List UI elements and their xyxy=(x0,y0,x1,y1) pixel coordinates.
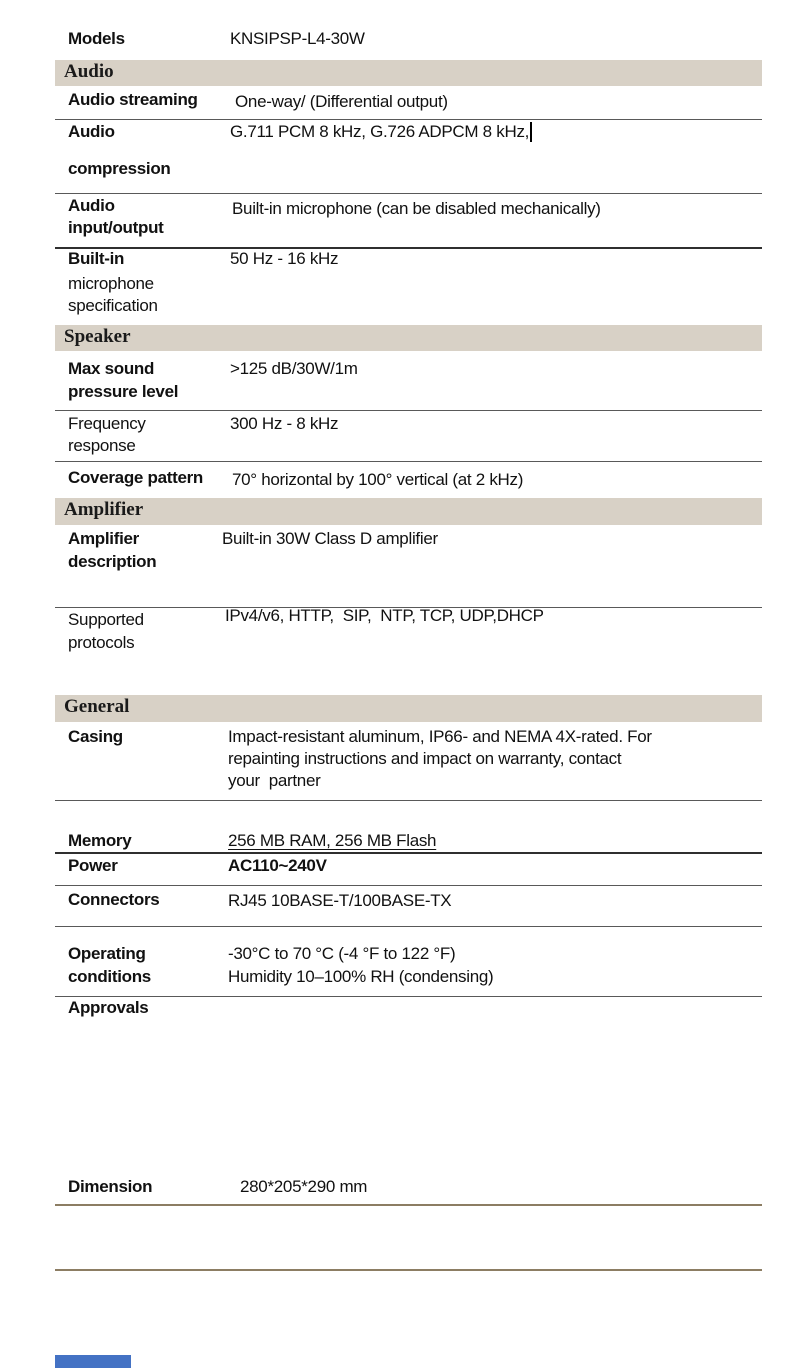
approvals-label: Approvals xyxy=(68,998,149,1017)
row-separator xyxy=(55,247,762,249)
operating-label-line1: Operating xyxy=(68,944,146,963)
row-separator xyxy=(55,926,762,927)
connectors-label: Connectors xyxy=(68,890,160,909)
coverage-value: 70° horizontal by 100° vertical (at 2 kHz) xyxy=(232,470,524,489)
power-value: AC110~240V xyxy=(228,856,327,875)
casing-value-line2: repainting instructions and impact on warranty, contact xyxy=(228,749,622,768)
dimension-value: 280*205*290 mm xyxy=(240,1177,368,1196)
dimension-label: Dimension xyxy=(68,1177,153,1196)
audio-io-label-line1: Audio xyxy=(68,196,115,215)
casing-value-line1: Impact-resistant aluminum, IP66- and NEMA 4X-rated. For xyxy=(228,727,652,746)
max-sound-label-line1: Max sound xyxy=(68,359,155,378)
section-header-audio xyxy=(55,60,762,86)
builtin-mic-label-line1: Built-in xyxy=(68,249,125,268)
audio-compression-label-line2: compression xyxy=(68,159,171,178)
amp-desc-label-line1: Amplifier xyxy=(68,529,139,548)
protocols-label-line1: Supported xyxy=(68,610,144,629)
row-separator xyxy=(55,193,762,194)
amp-desc-value: Built-in 30W Class D amplifier xyxy=(222,529,438,548)
section-header-amplifier xyxy=(55,498,762,525)
section-header-speaker-title: Speaker xyxy=(64,326,131,347)
section-header-general-title: General xyxy=(64,696,130,717)
partial-blue-table-cell xyxy=(55,1355,131,1368)
frequency-label-line1: Frequency xyxy=(68,414,146,433)
protocols-value: IPv4/v6, HTTP, SIP, NTP, TCP, UDP,DHCP xyxy=(225,606,544,625)
audio-io-label-line2: input/output xyxy=(68,218,164,237)
row-separator xyxy=(55,119,762,120)
casing-label: Casing xyxy=(68,727,123,746)
section-header-amplifier-title: Amplifier xyxy=(64,499,144,520)
audio-compression-value: G.711 PCM 8 kHz, G.726 ADPCM 8 kHz, xyxy=(230,122,530,141)
builtin-mic-value: 50 Hz - 16 kHz xyxy=(230,249,339,268)
frequency-label-line2: response xyxy=(68,436,136,455)
models-value: KNSIPSP-L4-30W xyxy=(230,29,365,48)
builtin-mic-label-line3: specification xyxy=(68,296,158,315)
bottom-rule xyxy=(55,1269,762,1271)
coverage-label: Coverage pattern xyxy=(68,468,204,487)
audio-compression-label-line1: Audio xyxy=(68,122,115,141)
models-label: Models xyxy=(68,29,125,48)
max-sound-label-line2: pressure level xyxy=(68,382,179,401)
audio-compression-value-row xyxy=(230,122,532,142)
audio-streaming-label: Audio streaming xyxy=(68,90,198,109)
power-label: Power xyxy=(68,856,118,875)
row-separator xyxy=(55,410,762,411)
row-separator xyxy=(55,885,762,886)
operating-value-line1: -30°C to 70 °C (-4 °F to 122 °F) xyxy=(228,944,456,963)
text-cursor-icon xyxy=(530,122,532,142)
audio-io-value: Built-in microphone (can be disabled mechanically) xyxy=(232,199,601,218)
section-header-general xyxy=(55,695,762,722)
section-header-speaker xyxy=(55,325,762,351)
memory-label: Memory xyxy=(68,831,132,850)
row-separator xyxy=(55,852,762,854)
memory-value: 256 MB RAM, 256 MB Flash xyxy=(228,831,437,850)
row-separator xyxy=(55,800,762,801)
builtin-mic-label-line2: microphone xyxy=(68,274,154,293)
row-separator xyxy=(55,461,762,462)
amp-desc-label-line2: description xyxy=(68,552,157,571)
max-sound-value: >125 dB/30W/1m xyxy=(230,359,358,378)
operating-value-line2: Humidity 10–100% RH (condensing) xyxy=(228,967,494,986)
row-separator-tan xyxy=(55,1204,762,1206)
audio-streaming-value: One-way/ (Differential output) xyxy=(235,92,448,111)
section-header-audio-title: Audio xyxy=(64,61,114,82)
row-separator xyxy=(55,996,762,997)
operating-label-line2: conditions xyxy=(68,967,151,986)
connectors-value: RJ45 10BASE-T/100BASE-TX xyxy=(228,891,452,910)
casing-value-line3: your partner xyxy=(228,771,321,790)
protocols-label-line2: protocols xyxy=(68,633,135,652)
frequency-value: 300 Hz - 8 kHz xyxy=(230,414,339,433)
